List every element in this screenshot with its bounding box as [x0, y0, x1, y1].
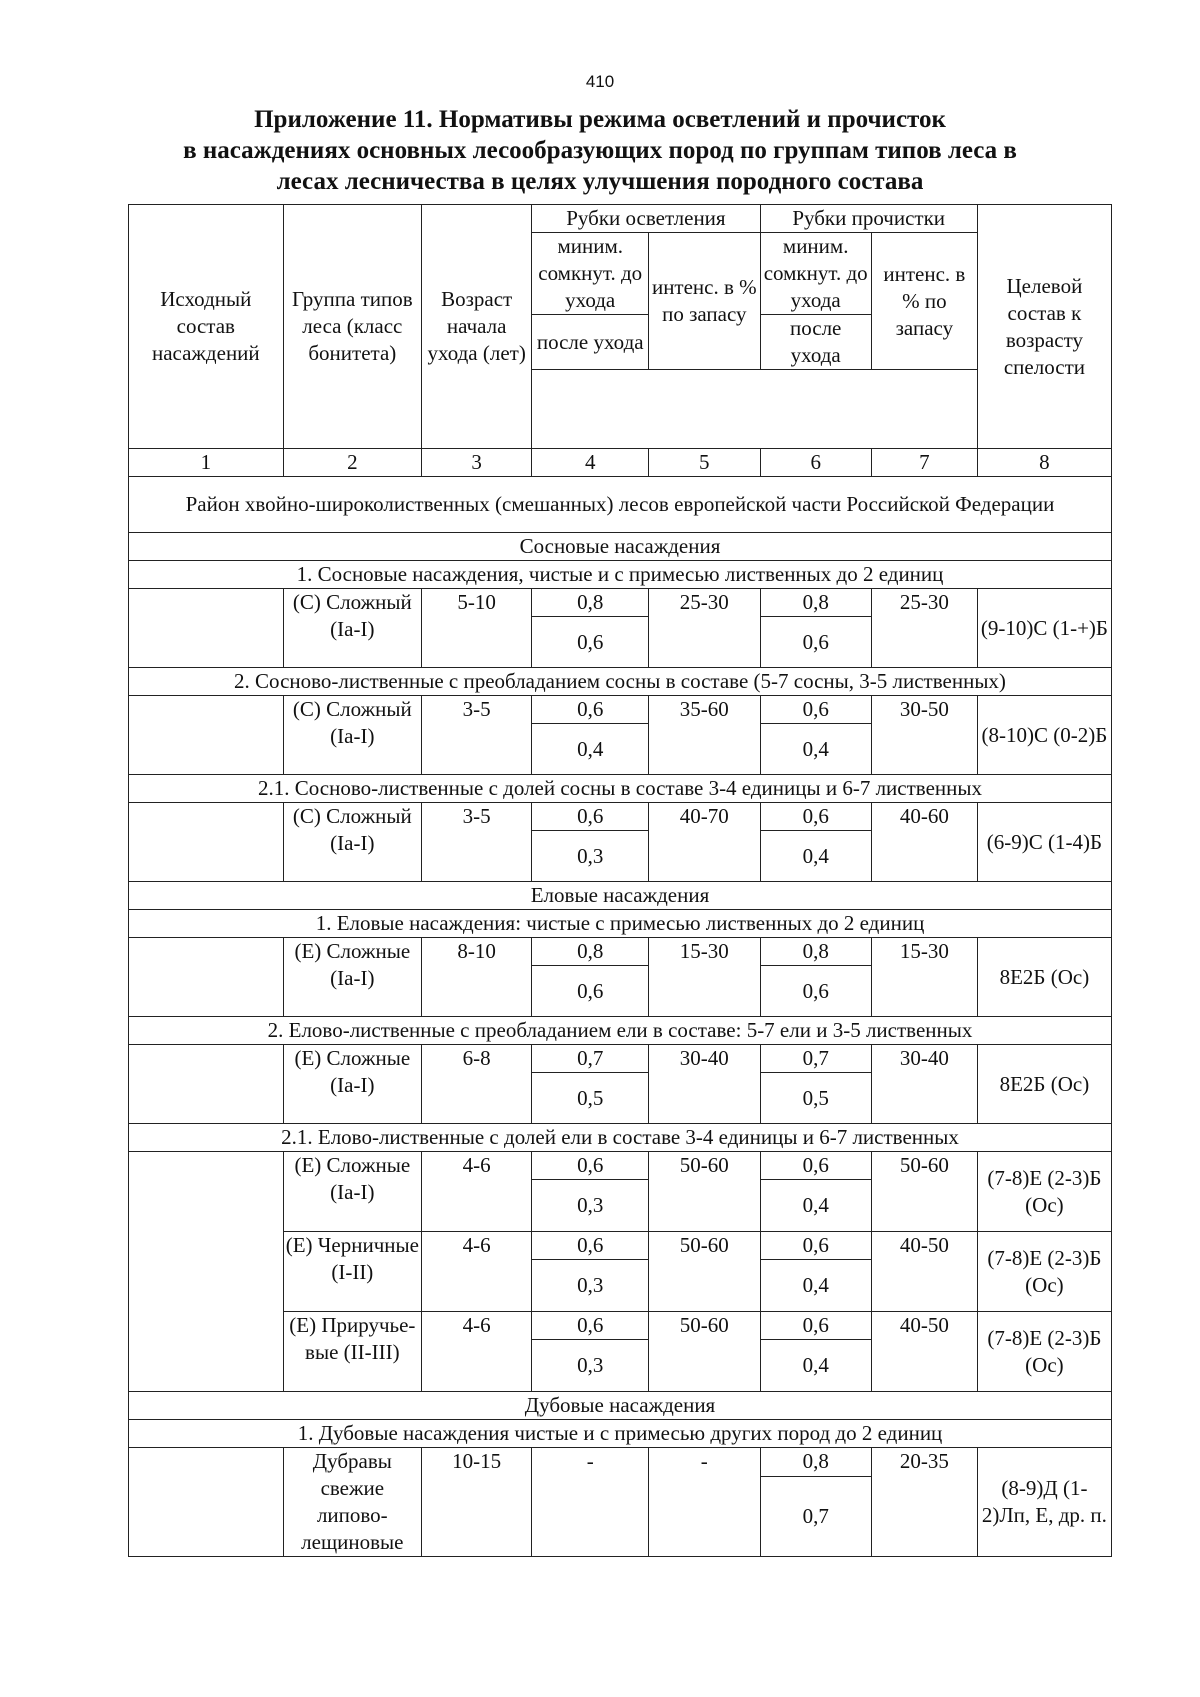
column-number: 7	[871, 449, 977, 477]
target-composition-cell: (9-10)С (1-+)Б	[977, 589, 1111, 668]
target-composition-cell: 8Е2Б (Ос)	[977, 1045, 1111, 1124]
target-composition-cell: (8-10)С (0-2)Б	[977, 696, 1111, 775]
column-number: 1	[129, 449, 284, 477]
pro-min-after-cell: 0,6	[760, 617, 871, 668]
header-forest-type-group: Группа типов леса (класс бонитета)	[283, 205, 421, 449]
pro-min-before-cell: 0,8	[760, 938, 871, 966]
target-composition-cell: (7-8)Е (2-3)Б (Ос)	[977, 1232, 1111, 1312]
initial-composition-cell	[129, 803, 284, 882]
target-composition-cell: (8-9)Д (1-2)Лп, Е, др. п.	[977, 1448, 1111, 1557]
subsection-heading: 2.1. Сосново-лиственные с долей сосны в составе 3-4 единицы и 6-7 лиственных	[129, 775, 1112, 803]
subsection-heading: 1. Сосновые насаждения, чистые и с примесью лиственных до 2 единиц	[129, 561, 1112, 589]
pro-min-before-cell: 0,6	[760, 803, 871, 831]
target-composition-cell: 8Е2Б (Ос)	[977, 938, 1111, 1017]
section-heading-pine: Сосновые насаждения	[129, 533, 1112, 561]
pro-intensity-cell: 15-30	[871, 938, 977, 1017]
start-age-cell: 5-10	[422, 589, 532, 668]
pro-min-after-cell: 0,6	[760, 966, 871, 1017]
title-line-1: Приложение 11. Нормативы режима осветлений и прочисток	[254, 106, 946, 133]
column-number: 4	[532, 449, 649, 477]
column-number: 6	[760, 449, 871, 477]
pro-min-before-cell: 0,6	[760, 1232, 871, 1260]
norms-table	[128, 204, 1112, 1557]
pro-min-after-cell: 0,4	[760, 831, 871, 882]
subsection-heading: 1. Еловые насаждения: чистые с примесью лиственных до 2 единиц	[129, 910, 1112, 938]
header-target-composition: Целевой состав к возрасту спелости	[977, 205, 1111, 449]
header-pro-intensity: интенс. в % по запасу	[871, 233, 977, 370]
start-age-cell: 4-6	[422, 1152, 532, 1232]
target-composition-cell: (6-9)С (1-4)Б	[977, 803, 1111, 882]
osv-intensity-cell: 25-30	[649, 589, 760, 668]
osv-min-before-cell: 0,8	[532, 938, 649, 966]
column-number: 2	[283, 449, 421, 477]
forest-type-group-cell: (С) Сложный (Ia-I)	[283, 696, 421, 775]
header-osv-min-density: миним. сомкнут. до ухода	[532, 233, 649, 315]
osv-min-after-cell: 0,4	[532, 724, 649, 775]
pro-intensity-cell: 30-40	[871, 1045, 977, 1124]
osv-intensity-cell: 50-60	[649, 1152, 760, 1232]
start-age-cell: 4-6	[422, 1232, 532, 1312]
osv-min-after-cell: 0,3	[532, 1180, 649, 1232]
pro-intensity-cell: 40-60	[871, 803, 977, 882]
header-osvetlenie: Рубки осветления	[532, 205, 760, 233]
forest-type-group-cell: (С) Сложный (Ia-I)	[283, 589, 421, 668]
forest-type-group-cell: (Е) Сложные (Ia-I)	[283, 938, 421, 1017]
osv-intensity-cell: 50-60	[649, 1312, 760, 1392]
initial-composition-cell	[129, 696, 284, 775]
initial-composition-cell	[129, 1045, 284, 1124]
pro-intensity-cell: 40-50	[871, 1232, 977, 1312]
osv-min-before-cell: 0,6	[532, 1312, 649, 1340]
pro-intensity-cell: 30-50	[871, 696, 977, 775]
pro-min-after-cell: 0,5	[760, 1073, 871, 1124]
start-age-cell: 6-8	[422, 1045, 532, 1124]
column-number: 3	[422, 449, 532, 477]
osv-min-before-cell: -	[532, 1448, 649, 1557]
column-number: 5	[649, 449, 760, 477]
page-title	[110, 104, 1090, 197]
subsection-heading: 2.1. Елово-лиственные с долей ели в составе 3-4 единицы и 6-7 лиственных	[129, 1124, 1112, 1152]
osv-min-before-cell: 0,6	[532, 1232, 649, 1260]
pro-min-before-cell: 0,6	[760, 1312, 871, 1340]
osv-min-before-cell: 0,7	[532, 1045, 649, 1073]
osv-min-after-cell: 0,6	[532, 966, 649, 1017]
header-osv-after: после ухода	[532, 315, 649, 370]
osv-min-after-cell: 0,5	[532, 1073, 649, 1124]
osv-intensity-cell: 35-60	[649, 696, 760, 775]
forest-type-group-cell: (Е) Сложные (Ia-I)	[283, 1152, 421, 1232]
osv-intensity-cell: 15-30	[649, 938, 760, 1017]
pro-min-before-cell: 0,6	[760, 696, 871, 724]
start-age-cell: 3-5	[422, 803, 532, 882]
osv-min-before-cell: 0,6	[532, 1152, 649, 1180]
title-line-2: в насаждениях основных лесообразующих пород по группам типов леса в	[183, 137, 1017, 164]
column-number: 8	[977, 449, 1111, 477]
pro-min-before-cell: 0,8	[760, 589, 871, 617]
pro-min-after-cell: 0,4	[760, 724, 871, 775]
osv-min-after-cell: 0,3	[532, 1260, 649, 1312]
osv-intensity-cell: 30-40	[649, 1045, 760, 1124]
initial-composition-cell	[129, 1152, 284, 1392]
start-age-cell: 4-6	[422, 1312, 532, 1392]
osv-intensity-cell: 40-70	[649, 803, 760, 882]
header-prochistka: Рубки прочистки	[760, 205, 977, 233]
start-age-cell: 10-15	[422, 1448, 532, 1557]
target-composition-cell: (7-8)Е (2-3)Б (Ос)	[977, 1312, 1111, 1392]
subsection-heading: 1. Дубовые насаждения чистые и с примесью других пород до 2 единиц	[129, 1420, 1112, 1448]
section-heading-spruce: Еловые насаждения	[129, 882, 1112, 910]
header-pro-min-density: миним. сомкнут. до ухода	[760, 233, 871, 315]
osv-min-after-cell: 0,3	[532, 831, 649, 882]
initial-composition-cell	[129, 589, 284, 668]
pro-min-before-cell: 0,6	[760, 1152, 871, 1180]
header-pro-after: после ухода	[760, 315, 871, 370]
pro-min-before-cell: 0,8	[760, 1448, 871, 1477]
pro-intensity-cell: 40-50	[871, 1312, 977, 1392]
pro-min-after-cell: 0,4	[760, 1180, 871, 1232]
pro-min-after-cell: 0,4	[760, 1340, 871, 1392]
start-age-cell: 3-5	[422, 696, 532, 775]
forest-type-group-cell: (С) Сложный (Ia-I)	[283, 803, 421, 882]
header-osv-intensity: интенс. в % по запасу	[649, 233, 760, 370]
osv-intensity-cell: 50-60	[649, 1232, 760, 1312]
start-age-cell: 8-10	[422, 938, 532, 1017]
forest-type-group-cell: (Е) Приручье-вые (II-III)	[283, 1312, 421, 1392]
osv-min-before-cell: 0,6	[532, 696, 649, 724]
subsection-heading: 2. Сосново-лиственные с преобладанием сосны в составе (5-7 сосны, 3-5 лиственных)	[129, 668, 1112, 696]
page-number: 410	[585, 72, 615, 91]
pro-intensity-cell: 50-60	[871, 1152, 977, 1232]
title-line-3: лесах лесничества в целях улучшения породного состава	[276, 168, 924, 195]
forest-type-group-cell: Дубравы свежие липово-лещиновые	[283, 1448, 421, 1557]
pro-intensity-cell: 20-35	[871, 1448, 977, 1557]
pro-intensity-cell: 25-30	[871, 589, 977, 668]
initial-composition-cell	[129, 938, 284, 1017]
initial-composition-cell	[129, 1448, 284, 1557]
pro-min-after-cell: 0,4	[760, 1260, 871, 1312]
target-composition-cell: (7-8)Е (2-3)Б (Ос)	[977, 1152, 1111, 1232]
pro-min-before-cell: 0,7	[760, 1045, 871, 1073]
osv-intensity-cell: -	[649, 1448, 760, 1557]
forest-type-group-cell: (Е) Черничные (I-II)	[283, 1232, 421, 1312]
osv-min-after-cell: 0,3	[532, 1340, 649, 1392]
osv-min-after-cell: 0,6	[532, 617, 649, 668]
header-start-age: Возраст начала ухода (лет)	[422, 205, 532, 449]
header-initial-composition: Исходный состав насаждений	[129, 205, 284, 449]
pro-min-after-cell: 0,7	[760, 1476, 871, 1556]
forest-type-group-cell: (Е) Сложные (Ia-I)	[283, 1045, 421, 1124]
osv-min-before-cell: 0,8	[532, 589, 649, 617]
section-heading-oak: Дубовые насаждения	[129, 1392, 1112, 1420]
osv-min-before-cell: 0,6	[532, 803, 649, 831]
subsection-heading: 2. Елово-лиственные с преобладанием ели в составе: 5-7 ели и 3-5 лиственных	[129, 1017, 1112, 1045]
region-heading: Район хвойно-широколиственных (смешанных) лесов европейской части Российской Федерации	[129, 477, 1112, 533]
